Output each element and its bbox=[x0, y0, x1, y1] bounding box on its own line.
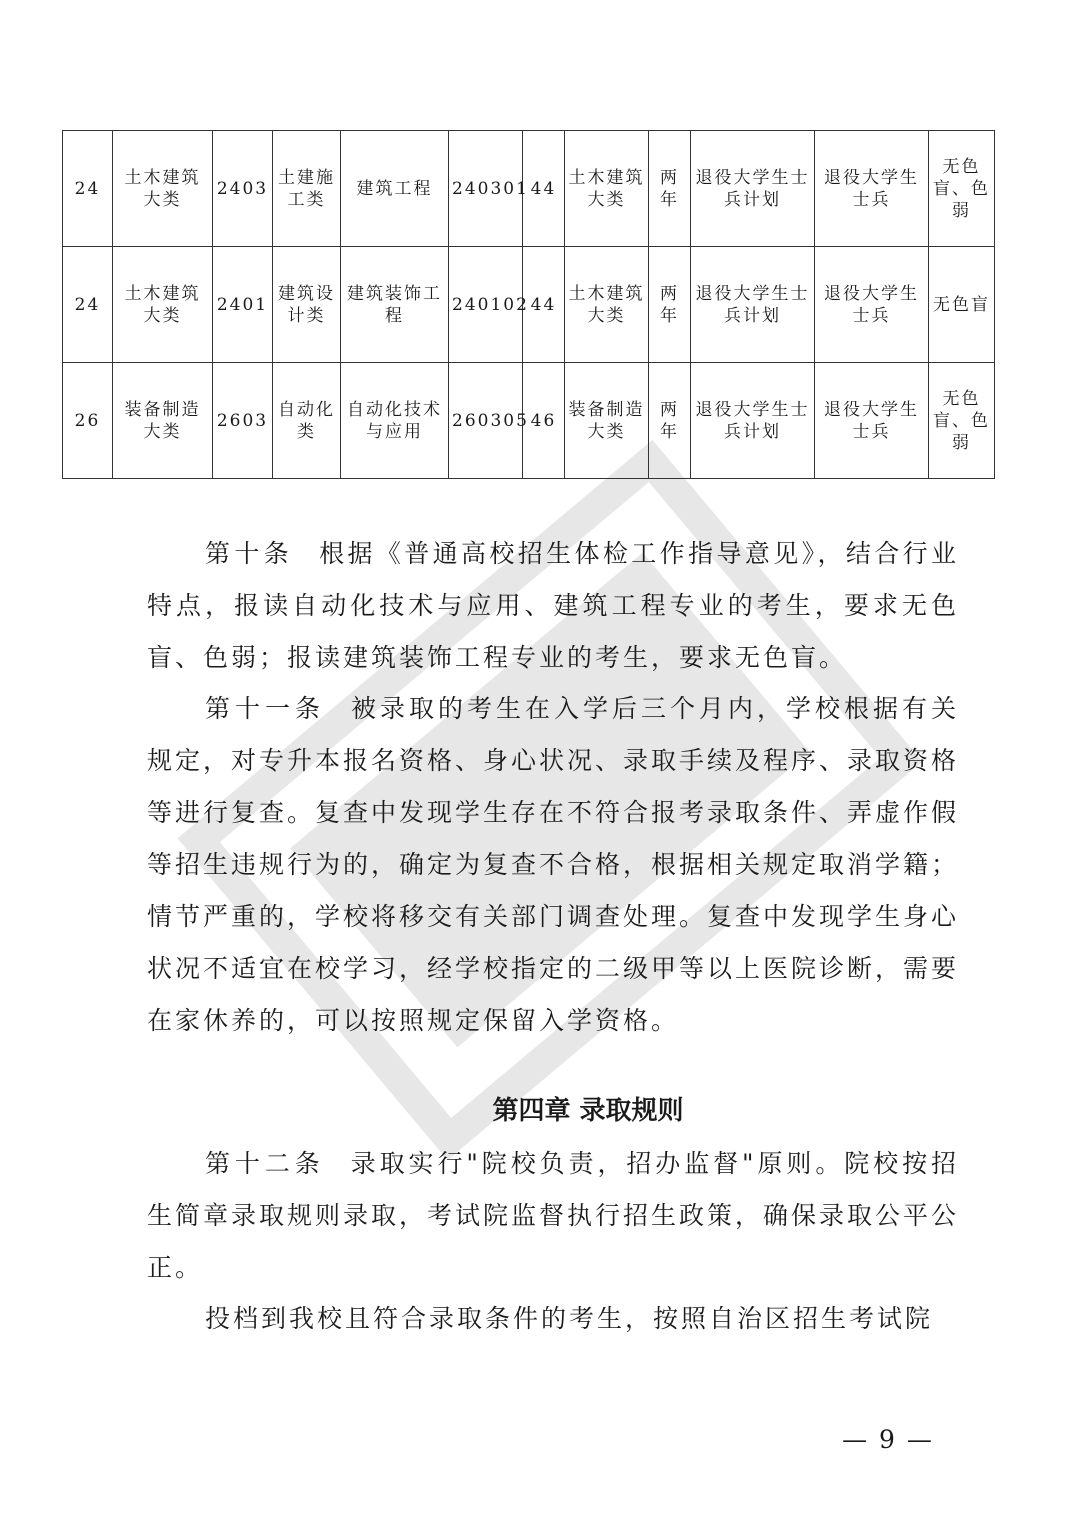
table-cell: 退役大学生士兵 bbox=[815, 363, 929, 479]
table-cell: 土建施工类 bbox=[273, 131, 341, 247]
table-cell: 24 bbox=[63, 247, 113, 363]
enrollment-table bbox=[62, 130, 995, 479]
table-cell: 无色盲 bbox=[929, 247, 995, 363]
table-row bbox=[63, 363, 995, 479]
table-cell: 两年 bbox=[649, 131, 691, 247]
table-cell: 土木建筑大类 bbox=[565, 131, 649, 247]
article-11 bbox=[147, 683, 959, 1047]
table-cell: 2403 bbox=[213, 131, 273, 247]
chapter-heading: 第四章 录取规则 bbox=[492, 1096, 684, 1126]
article-11-text: 被录取的考生在入学后三个月内，学校根据有关规定，对专升本报名资格、身心状况、录取手续及程序、录取资格等进行复查。复查中发现学生存在不符合报考录取条件、弄虚作假等招生违规行为的，确定为复查不合格，根据相关规定取消学籍；情节严重的，学校将移交有关部门调查处理。复查中发现学生身心状况不适宜在校学习，经学校指定的二级甲等以上医院诊断，需要在家休养的，可以按照规定保留入学资格。 bbox=[147, 694, 960, 1035]
table-cell: 26 bbox=[63, 363, 113, 479]
table-row bbox=[63, 247, 995, 363]
article-10 bbox=[147, 528, 959, 684]
table-cell: 土木建筑大类 bbox=[113, 247, 213, 363]
table-cell: 46 bbox=[523, 363, 565, 479]
table-cell: 240102 bbox=[449, 247, 523, 363]
table-cell: 建筑工程 bbox=[341, 131, 449, 247]
table-cell: 退役大学生士兵计划 bbox=[691, 363, 815, 479]
table-cell: 退役大学生士兵 bbox=[815, 131, 929, 247]
table-cell: 退役大学生士兵计划 bbox=[691, 247, 815, 363]
table-cell: 44 bbox=[523, 131, 565, 247]
article-10-title: 第十条 bbox=[205, 539, 294, 568]
table-cell: 无色盲、色弱 bbox=[929, 363, 995, 479]
table-cell: 无色盲、色弱 bbox=[929, 131, 995, 247]
table-cell: 240301 bbox=[449, 131, 523, 247]
table-cell: 装备制造大类 bbox=[565, 363, 649, 479]
table-cell: 两年 bbox=[649, 247, 691, 363]
table-cell: 装备制造大类 bbox=[113, 363, 213, 479]
table-cell: 土木建筑大类 bbox=[113, 131, 213, 247]
table-cell: 2603 bbox=[213, 363, 273, 479]
paragraph-last: 投档到我校且符合录取条件的考生，按照自治区招生考试院 bbox=[205, 1304, 934, 1333]
table-cell: 2401 bbox=[213, 247, 273, 363]
table-cell: 土木建筑大类 bbox=[565, 247, 649, 363]
table-cell: 建筑设计类 bbox=[273, 247, 341, 363]
table-cell: 44 bbox=[523, 247, 565, 363]
table-cell: 自动化类 bbox=[273, 363, 341, 479]
page-number: — 9 — bbox=[842, 1425, 934, 1454]
table-cell: 退役大学生士兵计划 bbox=[691, 131, 815, 247]
table-cell: 建筑装饰工程 bbox=[341, 247, 449, 363]
table-cell: 退役大学生士兵 bbox=[815, 247, 929, 363]
table-row bbox=[63, 131, 995, 247]
article-12 bbox=[147, 1138, 959, 1294]
table-cell: 两年 bbox=[649, 363, 691, 479]
article-12-text: 录取实行"院校负责，招办监督"原则。院校按招生简章录取规则录取，考试院监督执行招生政策，确保录取公平公正。 bbox=[147, 1149, 960, 1282]
article-10-text: 根据《普通高校招生体检工作指导意见》，结合行业特点，报读自动化技术与应用、建筑工程专业的考生，要求无色盲、色弱；报读建筑装饰工程专业的考生，要求无色盲。 bbox=[147, 539, 959, 672]
article-12-title: 第十二条 bbox=[205, 1149, 325, 1178]
article-11-title: 第十一条 bbox=[205, 694, 325, 723]
table-cell: 260305 bbox=[449, 363, 523, 479]
table-cell: 自动化技术与应用 bbox=[341, 363, 449, 479]
table-cell: 24 bbox=[63, 131, 113, 247]
